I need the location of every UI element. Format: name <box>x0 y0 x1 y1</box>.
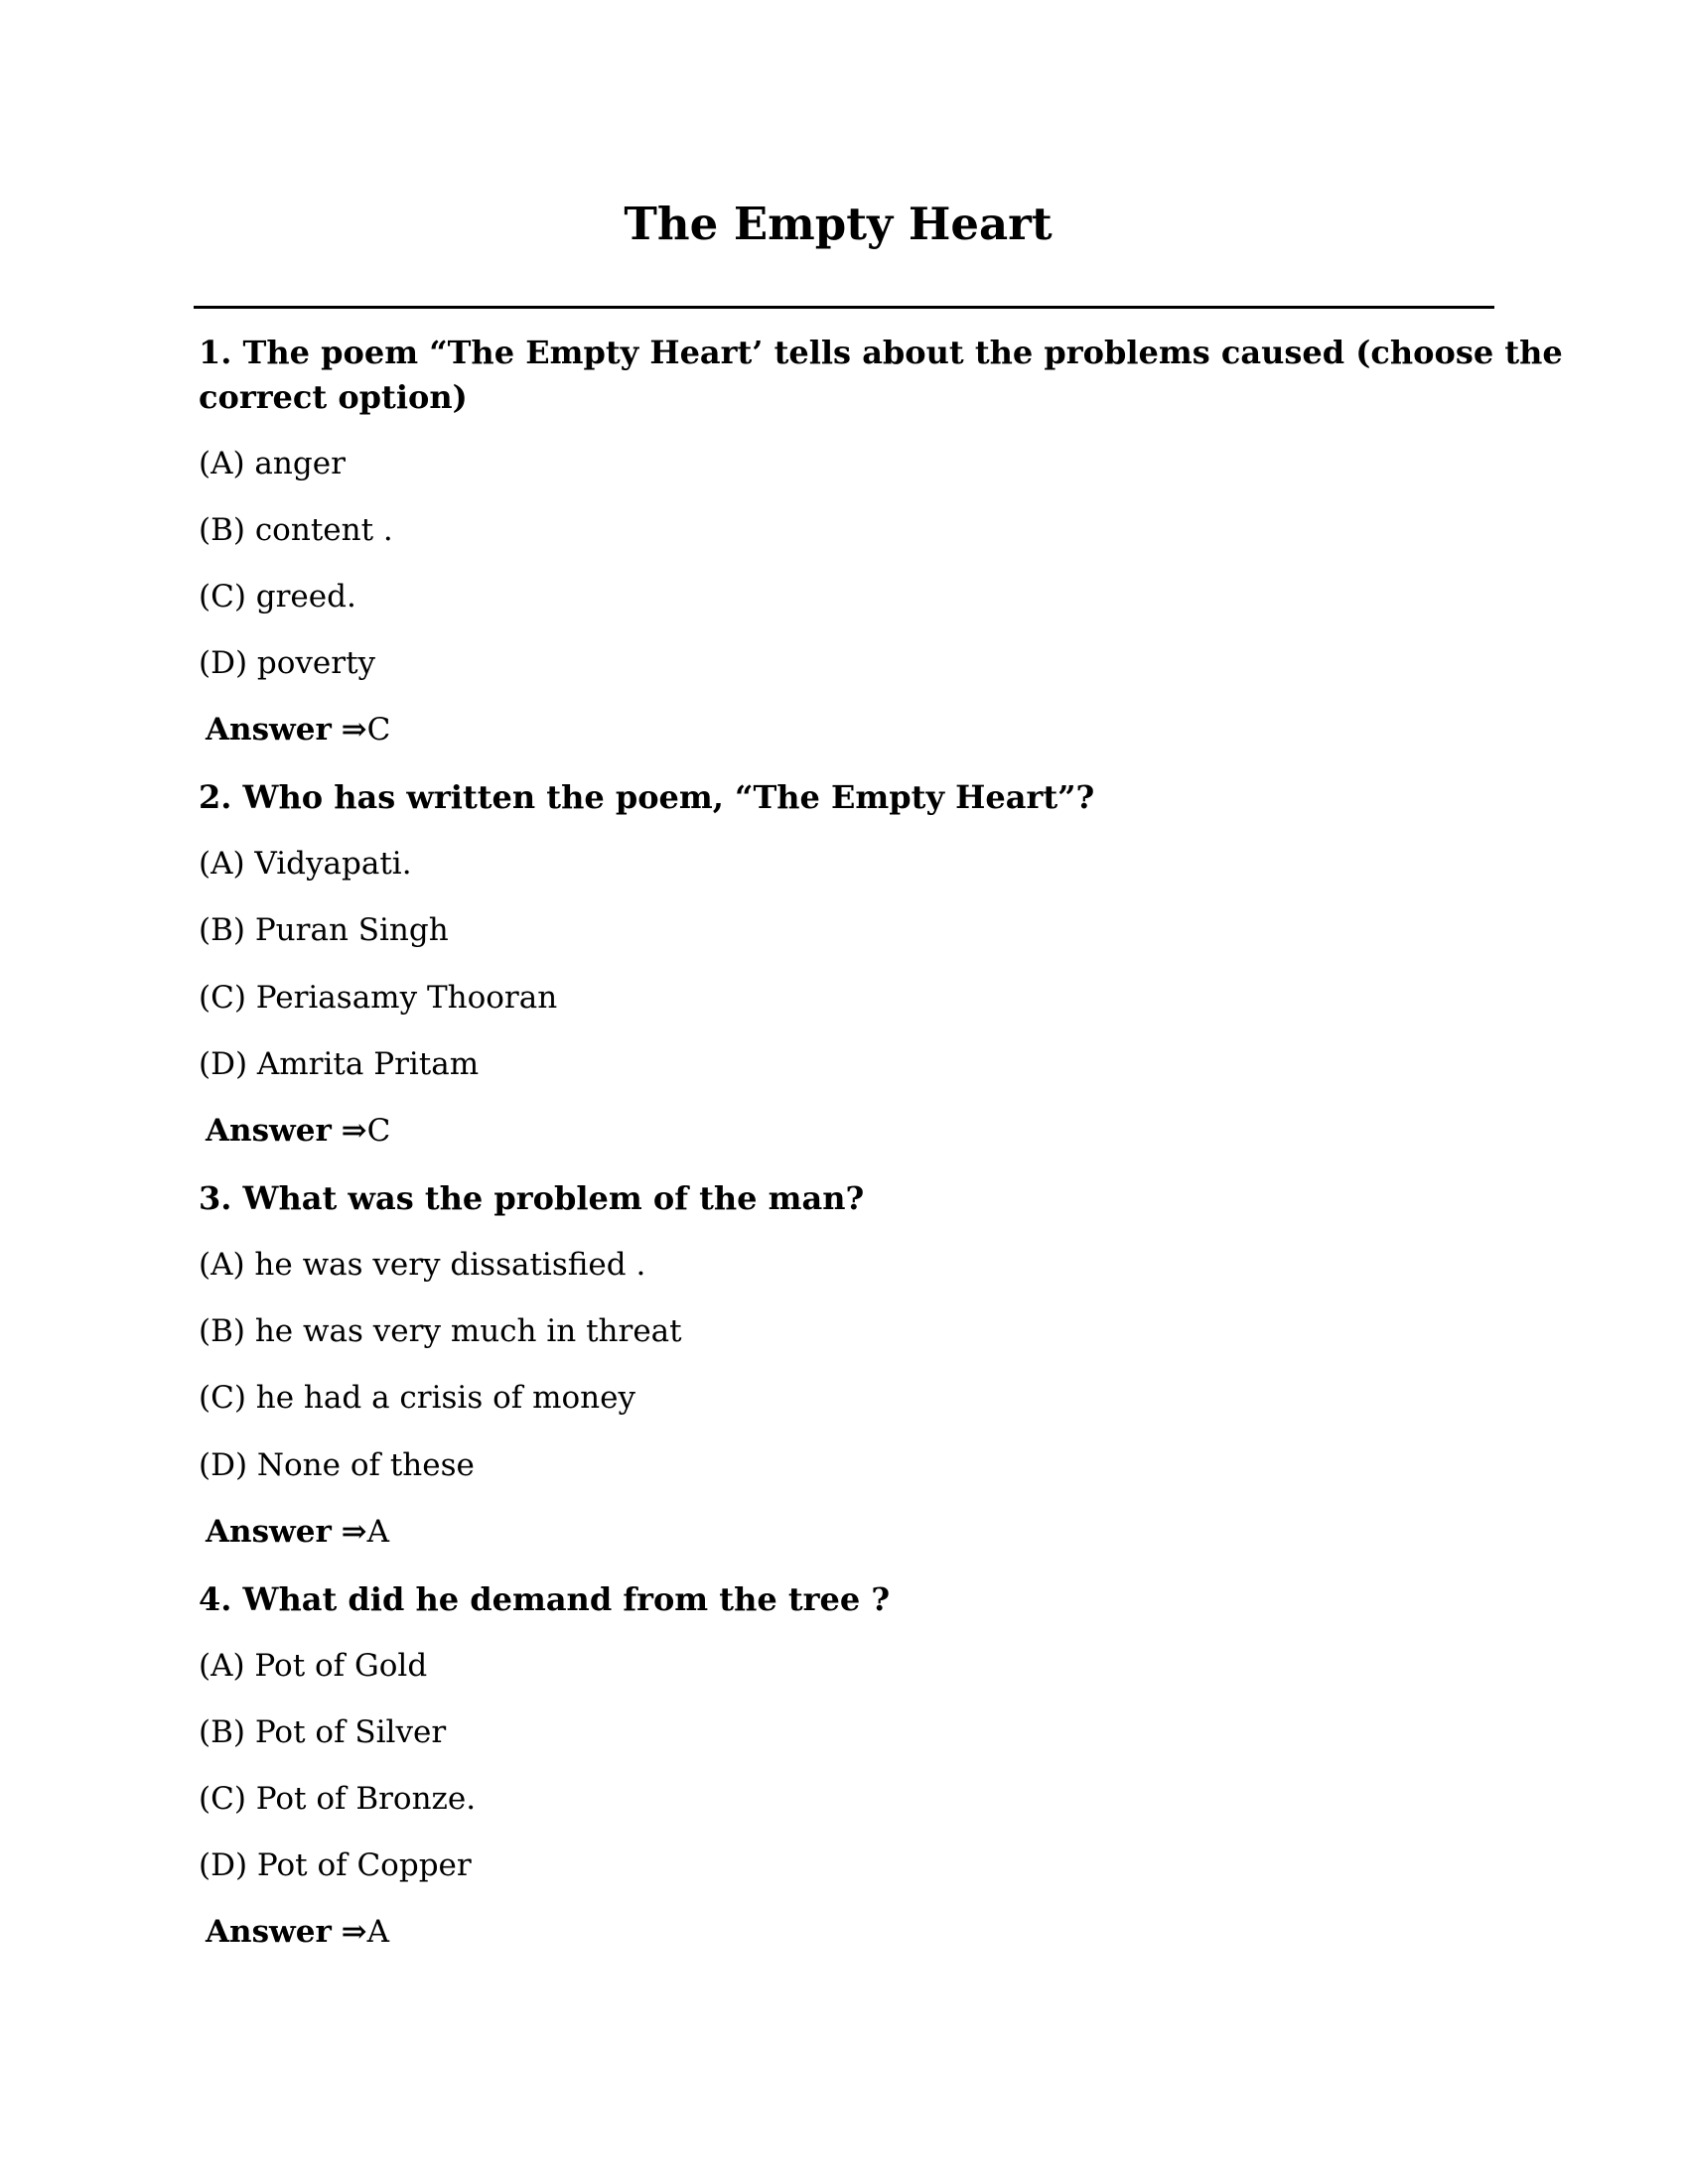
answer-line <box>206 1512 389 1552</box>
double-arrow-icon: ⇒ <box>341 1914 367 1950</box>
question-text: 3. What was the problem of the man? <box>199 1179 865 1217</box>
option-b: (B) Pot of Silver <box>199 1714 447 1750</box>
answer-value: A <box>366 1514 390 1550</box>
answer-value: C <box>366 1113 391 1149</box>
option-c: (C) Periasamy Thooran <box>199 980 558 1016</box>
answer-value: A <box>366 1914 390 1950</box>
answer-label: Answer <box>206 1514 332 1550</box>
option-c: (C) he had a crisis of money <box>199 1380 635 1416</box>
option-b: (B) Puran Singh <box>199 912 449 948</box>
option-a: (A) anger <box>199 446 346 481</box>
answer-label: Answer <box>206 1914 332 1950</box>
option-d: (D) poverty <box>199 645 376 681</box>
double-arrow-icon: ⇒ <box>341 712 367 748</box>
option-b: (B) he was very much in threat <box>199 1313 682 1349</box>
option-b: (B) content . <box>199 512 393 548</box>
question-text-continued: correct option) <box>199 378 468 416</box>
answer-label: Answer <box>206 712 332 748</box>
answer-line <box>206 1111 390 1151</box>
option-a: (A) Pot of Gold <box>199 1648 428 1684</box>
double-arrow-icon: ⇒ <box>341 1514 367 1550</box>
option-c: (C) greed. <box>199 579 356 614</box>
option-d: (D) Amrita Pritam <box>199 1046 480 1082</box>
page-title: The Empty Heart <box>624 198 1053 250</box>
option-c: (C) Pot of Bronze. <box>199 1781 477 1817</box>
answer-line <box>206 1912 389 1952</box>
double-arrow-icon: ⇒ <box>341 1113 367 1149</box>
option-d: (D) Pot of Copper <box>199 1847 472 1883</box>
answer-label: Answer <box>206 1113 332 1149</box>
question-text: 2. Who has written the poem, “The Empty Heart”? <box>199 778 1095 816</box>
option-a: (A) he was very dissatisfied . <box>199 1247 646 1283</box>
option-a: (A) Vidyapati. <box>199 846 412 882</box>
option-d: (D) None of these <box>199 1447 475 1483</box>
answer-value: C <box>366 712 391 748</box>
answer-line <box>206 710 390 750</box>
question-text: 1. The poem “The Empty Heart’ tells about the problems caused (choose the <box>199 334 1563 371</box>
title-divider <box>194 306 1494 309</box>
question-text: 4. What did he demand from the tree ? <box>199 1580 891 1618</box>
